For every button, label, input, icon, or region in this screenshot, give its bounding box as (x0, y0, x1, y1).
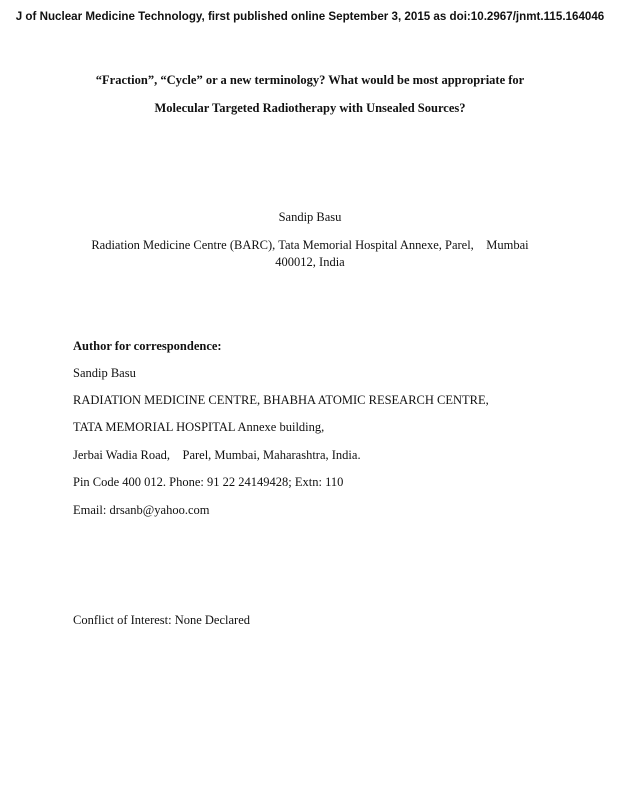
conflict-of-interest: Conflict of Interest: None Declared (73, 613, 251, 627)
correspondence-address-line-3: Jerbai Wadia Road, Parel, Mumbai, Maharashtra, India. (73, 448, 361, 462)
paper-title-line-1: “Fraction”, “Cycle” or a new terminology? What would be most appropriate for (95, 73, 525, 87)
correspondence-name: Sandip Basu (73, 366, 136, 380)
correspondence-email: Email: drsanb@yahoo.com (73, 503, 210, 517)
affiliation-line-1: Radiation Medicine Centre (BARC), Tata Memorial Hospital Annexe, Parel, Mumbai (91, 238, 529, 252)
author-name: Sandip Basu (278, 210, 342, 224)
correspondence-contact-line: Pin Code 400 012. Phone: 91 22 24149428; Extn: 110 (73, 475, 344, 489)
correspondence-address-line-2: TATA MEMORIAL HOSPITAL Annexe building, (73, 420, 325, 434)
correspondence-address-line-1: RADIATION MEDICINE CENTRE, BHABHA ATOMIC RESEARCH CENTRE, (73, 393, 489, 407)
affiliation-line-2: 400012, India (275, 255, 345, 269)
journal-running-header: J of Nuclear Medicine Technology, first published online September 3, 2015 as doi:10.2967/jnmt.115.164046 (15, 10, 605, 23)
paper-title-line-2: Molecular Targeted Radiotherapy with Unsealed Sources? (154, 101, 466, 115)
correspondence-heading: Author for correspondence: (73, 339, 222, 353)
